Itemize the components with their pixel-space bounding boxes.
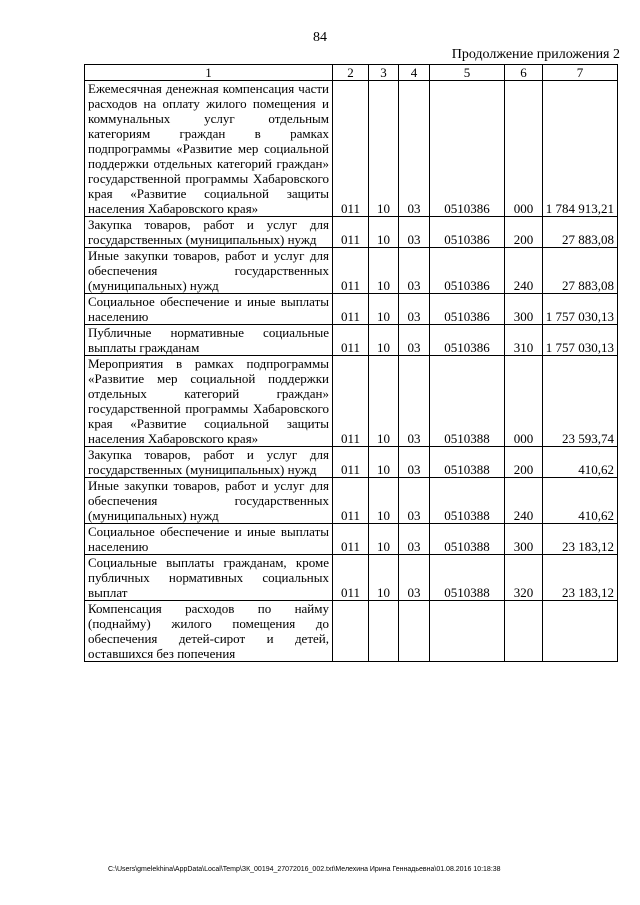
amount: 23 183,12 — [543, 524, 618, 555]
amount: 23 593,74 — [543, 356, 618, 447]
expense-type-code: 300 — [505, 294, 543, 325]
table-row — [85, 325, 618, 356]
target-article-code — [430, 601, 505, 662]
expense-name: Социальное обеспечение и иные выплаты населению — [85, 524, 333, 555]
ministry-code: 011 — [333, 217, 369, 248]
column-number: 5 — [430, 65, 505, 81]
subsection-code: 03 — [399, 478, 430, 524]
section-code: 10 — [369, 81, 399, 217]
expense-type-code — [505, 601, 543, 662]
section-code: 10 — [369, 325, 399, 356]
expense-type-code: 200 — [505, 217, 543, 248]
amount: 1 757 030,13 — [543, 294, 618, 325]
subsection-code: 03 — [399, 325, 430, 356]
table-row — [85, 356, 618, 447]
subsection-code: 03 — [399, 81, 430, 217]
section-code — [369, 601, 399, 662]
expense-name: Закупка товаров, работ и услуг для государственных (муниципальных) нужд — [85, 217, 333, 248]
expense-name: Компенсация расходов по найму (поднайму) жилого помещения до обеспечения детей-сирот и детей, оставшихся без попечения — [85, 601, 333, 662]
ministry-code: 011 — [333, 81, 369, 217]
section-code: 10 — [369, 294, 399, 325]
continuation-label: Продолжение приложения 2 — [451, 47, 620, 62]
footer-file-path: C:\Users\gmelekhina\AppData\Local\Temp\ЗК_00194_27072016_002.txt\Мелехина Ирина Геннадьевна\01.08.2016 10:18:38 — [108, 866, 501, 873]
expense-name: Публичные нормативные социальные выплаты гражданам — [85, 325, 333, 356]
subsection-code: 03 — [399, 294, 430, 325]
target-article-code: 0510386 — [430, 294, 505, 325]
section-code: 10 — [369, 356, 399, 447]
expense-type-code: 240 — [505, 248, 543, 294]
expense-type-code: 240 — [505, 478, 543, 524]
subsection-code — [399, 601, 430, 662]
ministry-code: 011 — [333, 294, 369, 325]
subsection-code: 03 — [399, 217, 430, 248]
expense-type-code: 300 — [505, 524, 543, 555]
subsection-code: 03 — [399, 555, 430, 601]
expense-name: Социальное обеспечение и иные выплаты населению — [85, 294, 333, 325]
amount: 1 757 030,13 — [543, 325, 618, 356]
column-number: 4 — [399, 65, 430, 81]
target-article-code: 0510388 — [430, 555, 505, 601]
expense-name: Мероприятия в рамках подпрограммы «Развитие мер социальной поддержки отдельных категорий граждан» государственной программы Хабаровского края «Развитие социальной защиты населения Хабаровского края» — [85, 356, 333, 447]
ministry-code: 011 — [333, 478, 369, 524]
column-number-row — [85, 65, 618, 81]
expense-name: Иные закупки товаров, работ и услуг для обеспечения государственных (муниципальных) нужд — [85, 248, 333, 294]
table-row — [85, 555, 618, 601]
expense-type-code: 000 — [505, 356, 543, 447]
expense-name: Иные закупки товаров, работ и услуг для обеспечения государственных (муниципальных) нужд — [85, 478, 333, 524]
ministry-code: 011 — [333, 356, 369, 447]
amount — [543, 601, 618, 662]
target-article-code: 0510386 — [430, 81, 505, 217]
column-number: 2 — [333, 65, 369, 81]
amount: 27 883,08 — [543, 217, 618, 248]
amount: 23 183,12 — [543, 555, 618, 601]
amount: 410,62 — [543, 478, 618, 524]
target-article-code: 0510388 — [430, 356, 505, 447]
table-row — [85, 248, 618, 294]
subsection-code: 03 — [399, 447, 430, 478]
ministry-code: 011 — [333, 555, 369, 601]
section-code: 10 — [369, 217, 399, 248]
ministry-code: 011 — [333, 524, 369, 555]
subsection-code: 03 — [399, 356, 430, 447]
amount: 1 784 913,21 — [543, 81, 618, 217]
table-row — [85, 217, 618, 248]
column-number: 1 — [85, 65, 333, 81]
budget-table — [84, 64, 618, 662]
expense-type-code: 000 — [505, 81, 543, 217]
target-article-code: 0510388 — [430, 478, 505, 524]
ministry-code: 011 — [333, 325, 369, 356]
table-row — [85, 81, 618, 217]
section-code: 10 — [369, 447, 399, 478]
section-code: 10 — [369, 555, 399, 601]
amount: 410,62 — [543, 447, 618, 478]
target-article-code: 0510386 — [430, 217, 505, 248]
table-row — [85, 294, 618, 325]
table-row — [85, 447, 618, 478]
section-code: 10 — [369, 248, 399, 294]
table-row — [85, 478, 618, 524]
column-number: 3 — [369, 65, 399, 81]
target-article-code: 0510386 — [430, 325, 505, 356]
table-row — [85, 524, 618, 555]
ministry-code: 011 — [333, 447, 369, 478]
subsection-code: 03 — [399, 248, 430, 294]
expense-type-code: 200 — [505, 447, 543, 478]
target-article-code: 0510388 — [430, 524, 505, 555]
expense-name: Ежемесячная денежная компенсация части расходов на оплату жилого помещения и коммунальных услуг отдельным категориям граждан в рамках подпрограммы «Развитие мер социальной поддержки отдельных категорий граждан» государственной программы Хабаровского края «Развитие социальной защиты населения Хабаровского края» — [85, 81, 333, 217]
amount: 27 883,08 — [543, 248, 618, 294]
expense-type-code: 310 — [505, 325, 543, 356]
column-number: 6 — [505, 65, 543, 81]
ministry-code: 011 — [333, 248, 369, 294]
section-code: 10 — [369, 478, 399, 524]
section-code: 10 — [369, 524, 399, 555]
column-number: 7 — [543, 65, 618, 81]
expense-name: Социальные выплаты гражданам, кроме публичных нормативных социальных выплат — [85, 555, 333, 601]
target-article-code: 0510386 — [430, 248, 505, 294]
target-article-code: 0510388 — [430, 447, 505, 478]
table-row — [85, 601, 618, 662]
expense-name: Закупка товаров, работ и услуг для государственных (муниципальных) нужд — [85, 447, 333, 478]
ministry-code — [333, 601, 369, 662]
page-number: 84 — [313, 30, 327, 45]
expense-type-code: 320 — [505, 555, 543, 601]
subsection-code: 03 — [399, 524, 430, 555]
